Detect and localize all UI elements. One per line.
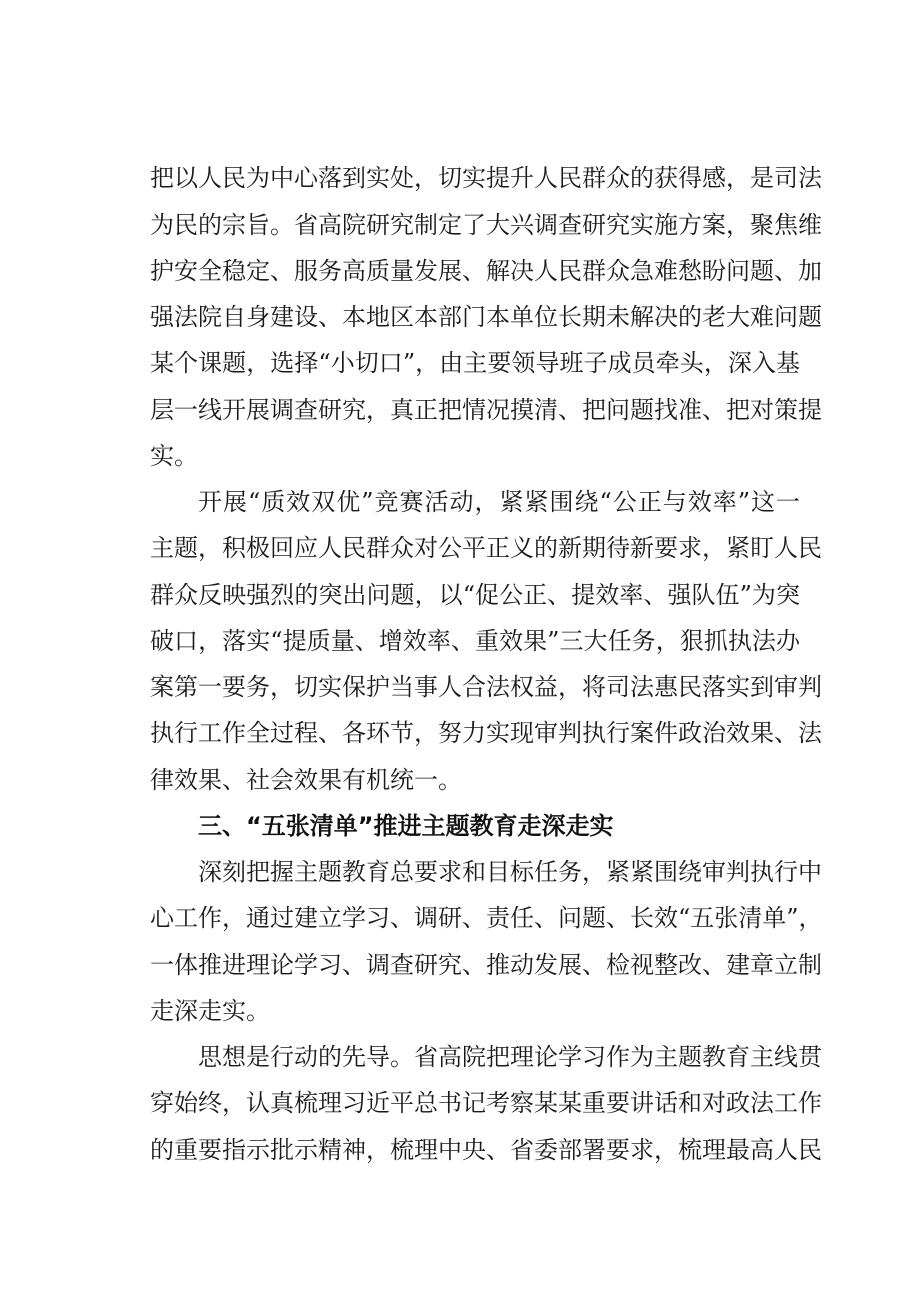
text-line: 实。 [150, 442, 198, 470]
text-line: 深刻把握主题教育总要求和目标任务，紧紧围绕审判执行中 [198, 858, 822, 886]
text-line: 把以人民为中心落到实处，切实提升人民群众的获得感，是司法 [150, 164, 822, 192]
text-line: 开展“质效双优”竞赛活动，紧紧围绕“公正与效率”这一 [198, 488, 800, 516]
text-line: 走深走实。 [150, 997, 270, 1025]
text-line: 某个课题，选择“小切口”，由主要领导班子成员牵头，深入基 [150, 349, 800, 377]
text-line: 护安全稳定、服务高质量发展、解决人民群众急难愁盼问题、加 [150, 257, 822, 285]
text-line: 为民的宗旨。省高院研究制定了大兴调查研究实施方案，聚焦维 [150, 211, 822, 239]
text-line: 一体推进理论学习、调查研究、推动发展、检视整改、建章立制 [150, 951, 822, 979]
text-line: 主题，积极回应人民群众对公平正义的新期待新要求，紧盯人民 [150, 534, 822, 562]
text-line: 案第一要务，切实保护当事人合法权益，将司法惠民落实到审判 [150, 673, 822, 701]
text-line: 强法院自身建设、本地区本部门本单位长期未解决的老大难问题 [150, 303, 822, 331]
text-line: 的重要指示批示精神，梳理中央、省委部署要求，梳理最高人民 [150, 1136, 822, 1164]
text-line: 心工作，通过建立学习、调研、责任、问题、长效“五张清单”， [150, 904, 823, 932]
text-line: 律效果、社会效果有机统一。 [150, 766, 462, 794]
text-line: 破口，落实“提质量、增效率、重效果”三大任务，狠抓执法办 [150, 627, 800, 655]
text-line: 层一线开展调查研究，真正把情况摸清、把问题找准、把对策提 [150, 396, 822, 424]
text-line: 思想是行动的先导。省高院把理论学习作为主题教育主线贯 [198, 1043, 822, 1071]
text-line: 执行工作全过程、各环节，努力实现审判执行案件政治效果、法 [150, 719, 822, 747]
section-heading: 三、“五张清单”推进主题教育走深走实 [198, 812, 614, 840]
text-line: 穿始终，认真梳理习近平总书记考察某某重要讲话和对政法工作 [150, 1089, 822, 1117]
text-line: 群众反映强烈的突出问题，以“促公正、提效率、强队伍”为突 [150, 581, 800, 609]
